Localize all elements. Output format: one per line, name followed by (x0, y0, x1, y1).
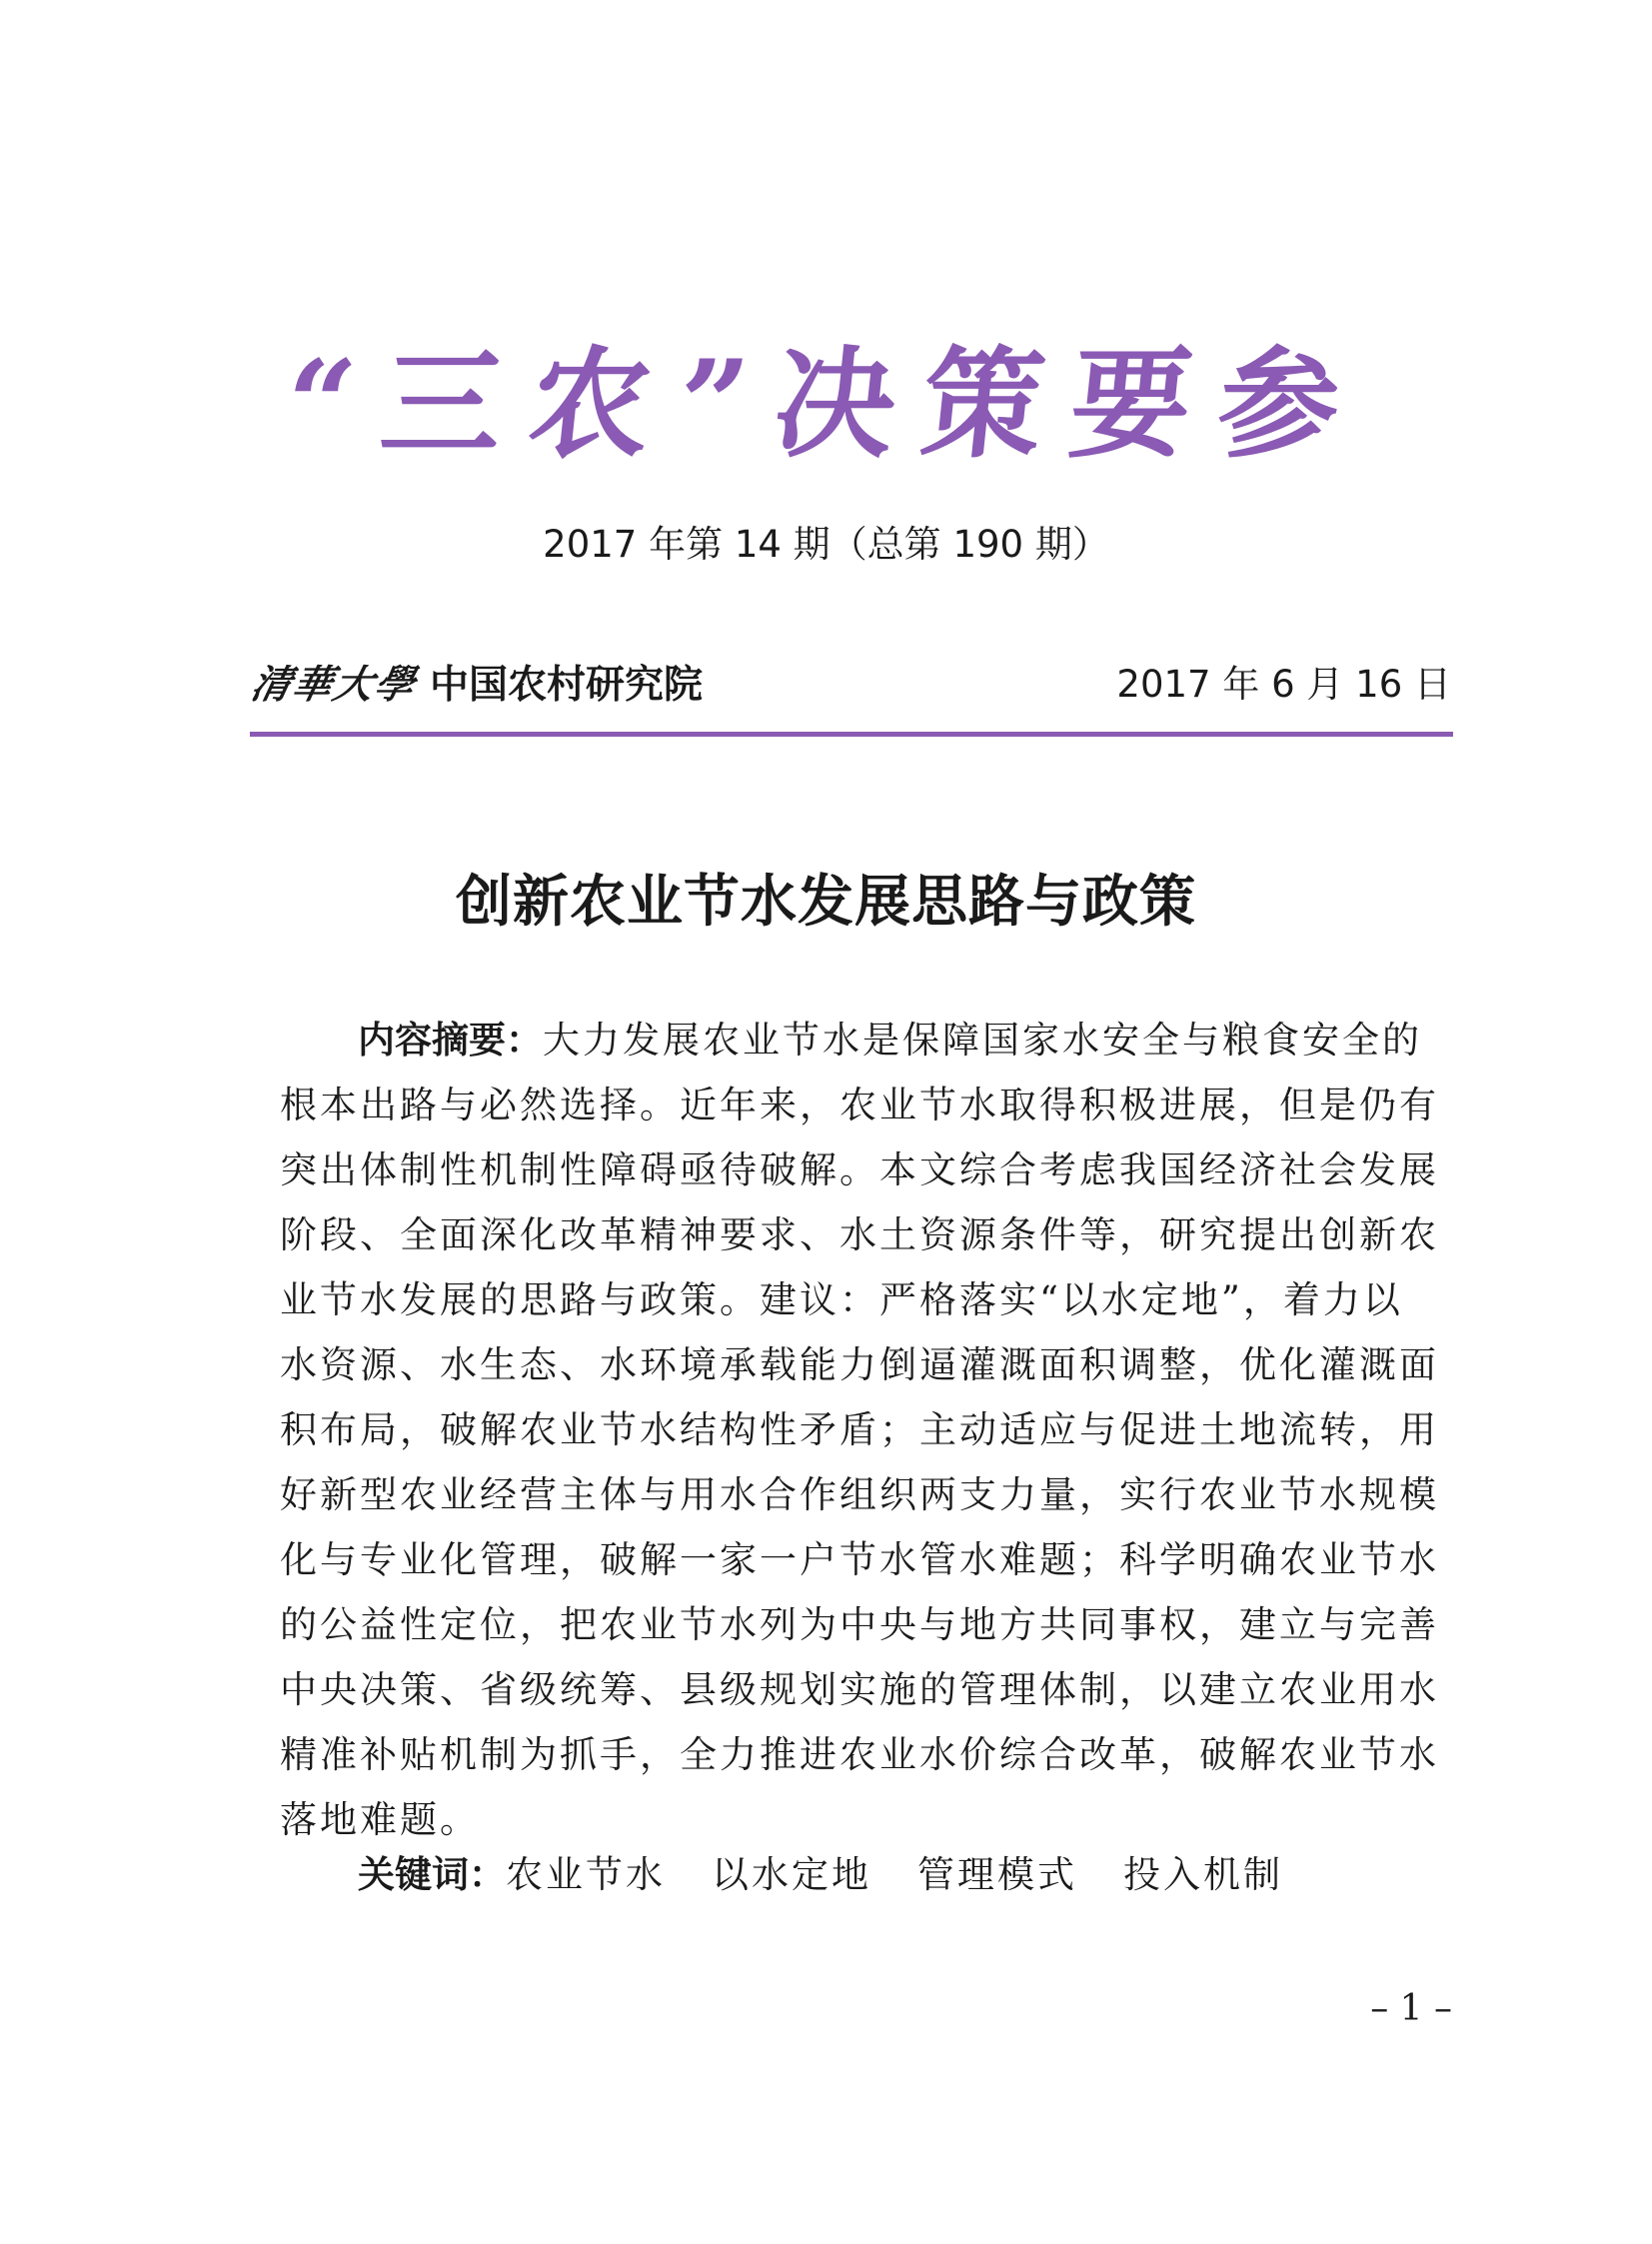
abstract-line: 化与专业化管理，破解一家一户节水管水难题；科学明确农业节水 (280, 1538, 1439, 1581)
publication-date: 2017 年 6 月 16 日 (1116, 663, 1451, 706)
keywords-label: 关键词： (358, 1853, 506, 1896)
abstract-line: 落地难题。 (280, 1798, 480, 1841)
page-number: – 1 – (1370, 1988, 1452, 2029)
university-logo: 清華大學 (247, 662, 421, 708)
header-row (247, 655, 1451, 715)
abstract-line: 根本出路与必然选择。近年来，农业节水取得积极进展，但是仍有 (280, 1084, 1439, 1126)
abstract-line: 好新型农业经营主体与用水合作组织两支力量，实行农业节水规模 (280, 1473, 1439, 1516)
abstract-line (280, 1008, 1422, 1073)
abstract-line: 突出体制性机制性障碍亟待破解。本文综合考虑我国经济社会发展 (280, 1148, 1439, 1191)
abstract-label: 内容摘要： (358, 1019, 543, 1062)
abstract-line: 的公益性定位，把农业节水列为中央与地方共同事权，建立与完善 (280, 1603, 1439, 1646)
abstract-text: 大力发展农业节水是保障国家水安全与粮食安全的 (543, 1019, 1422, 1062)
keyword: 农业节水 (506, 1853, 666, 1896)
header-divider (250, 732, 1453, 737)
abstract-line: 精准补贴机制为抓手，全力推进农业水价综合改革，破解农业节水 (280, 1733, 1439, 1776)
keywords (358, 1845, 1329, 1905)
keyword: 管理模式 (917, 1853, 1077, 1896)
abstract-line: 阶段、全面深化改革精神要求、水土资源条件等，研究提出创新农 (280, 1213, 1439, 1256)
issue-number: 2017 年第 14 期（总第 190 期） (543, 523, 1109, 566)
masthead-title: “三农”决策要参 (278, 334, 1374, 475)
abstract-line: 业节水发展的思路与政策。建议：严格落实“以水定地”，着力以 (280, 1278, 1403, 1321)
institute-label: 中国农村研究院 (430, 662, 704, 708)
article-title: 创新农业节水发展思路与政策 (456, 869, 1196, 935)
abstract-line: 积布局，破解农业节水结构性矛盾；主动适应与促进土地流转，用 (280, 1408, 1439, 1451)
abstract-body (280, 1008, 1439, 1852)
abstract-line: 水资源、水生态、水环境承载能力倒逼灌溉面积调整，优化灌溉面 (280, 1343, 1439, 1386)
keyword: 投入机制 (1123, 1853, 1283, 1896)
abstract-line: 中央决策、省级统筹、县级规划实施的管理体制，以建立农业用水 (280, 1668, 1439, 1711)
keyword: 以水定地 (712, 1853, 871, 1896)
institute-name (247, 655, 704, 715)
abstract (280, 1008, 1439, 1852)
